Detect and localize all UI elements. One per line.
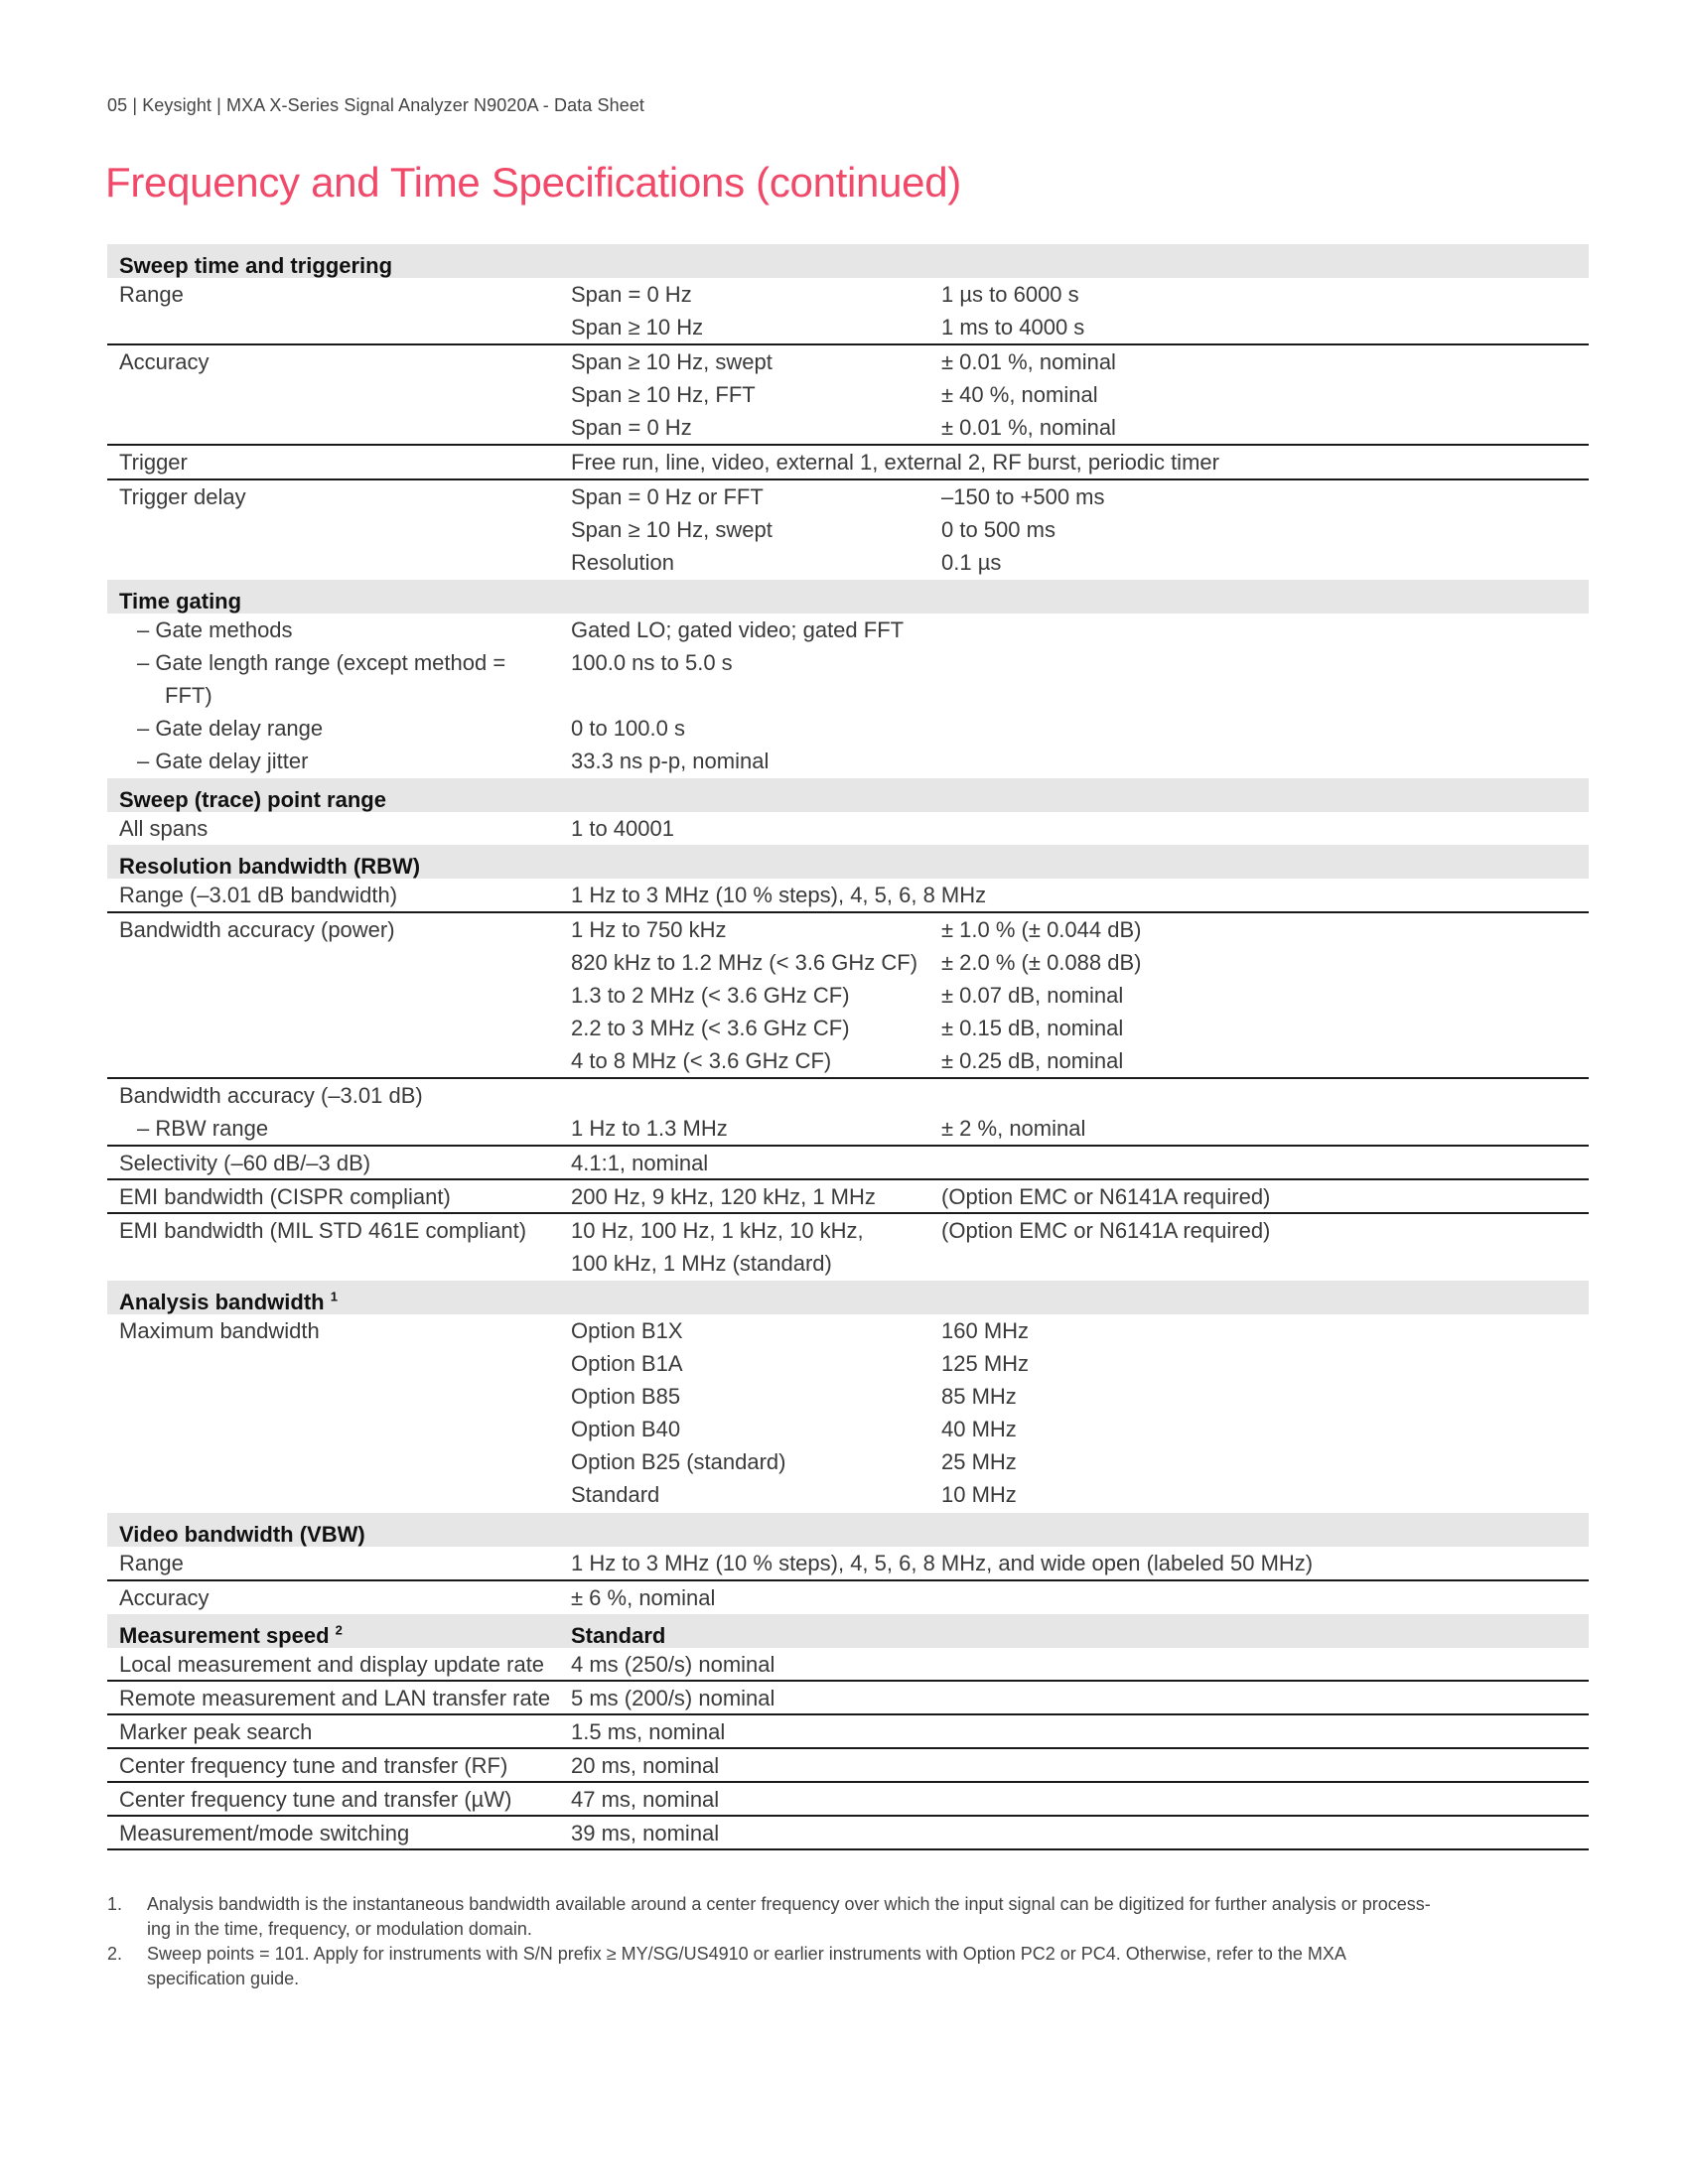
row-value: 20 ms, nominal [571,1753,720,1778]
row-value: 1 µs to 6000 s [941,282,1079,307]
section-title: Video bandwidth (VBW) [119,1522,365,1547]
section-points-header [107,778,1589,812]
row-value: 160 MHz [941,1318,1030,1343]
section-sweep-header [107,244,1589,278]
row-value: 100.0 ns to 5.0 s [571,650,733,675]
row-value: 1 to 40001 [571,816,674,841]
row-value: ± 0.01 %, nominal [941,349,1116,374]
row-condition: Span = 0 Hz [571,282,692,307]
row-condition: 4 to 8 MHz (< 3.6 GHz CF) [571,1048,832,1073]
footnote-line: specification guide. [147,1969,300,1988]
footnote [107,1892,1589,1942]
row-value: 47 ms, nominal [571,1787,720,1812]
table-row [107,745,1589,778]
table-row [107,1715,1589,1749]
row-label: Bandwidth accuracy (–3.01 dB) [119,1083,423,1108]
footnote-line: Analysis bandwidth is the instantaneous bandwidth available around a center frequency over which the input signal can be digitized for further analysis or process- [147,1894,1431,1914]
row-value: 1 Hz to 3 MHz (10 % steps), 4, 5, 6, 8 MHz [571,883,987,907]
table-row [107,1817,1589,1850]
table-row [107,1648,1589,1682]
row-condition: Span ≥ 10 Hz [571,315,704,340]
row-label: Measurement/mode switching [119,1821,410,1845]
row-label: – Gate length range (except method = [137,650,506,675]
row-value: 0 to 100.0 s [571,716,685,741]
section-title: Sweep (trace) point range [119,787,386,812]
section-title: Resolution bandwidth (RBW) [119,854,421,879]
table-row [107,1180,1589,1214]
row-condition: 820 kHz to 1.2 MHz (< 3.6 GHz CF) [571,950,918,975]
row-label: Maximum bandwidth [119,1318,320,1343]
row-condition: 10 Hz, 100 Hz, 1 kHz, 10 kHz, [571,1218,864,1243]
row-label: Range [119,282,184,307]
document-header: 05 | Keysight | MXA X-Series Signal Analyzer N9020A - Data Sheet [107,95,645,115]
row-label: Marker peak search [119,1719,313,1744]
footnote-line: Sweep points = 101. Apply for instruments with S/N prefix ≥ MY/SG/US4910 or earlier instruments with Option PC2 or PC4. Otherwise, refer to the MXA [147,1944,1346,1964]
row-condition: 2.2 to 3 MHz (< 3.6 GHz CF) [571,1016,850,1040]
row-label: Local measurement and display update rate [119,1652,545,1677]
row-value: 10 MHz [941,1482,1017,1507]
row-label: – Gate delay range [137,716,324,741]
footnote [107,1942,1589,1991]
row-condition: Option B25 (standard) [571,1449,786,1474]
row-value: 5 ms (200/s) nominal [571,1686,775,1710]
row-sub-label: – RBW range [137,1116,269,1141]
row-value: ± 40 %, nominal [941,382,1098,407]
row-condition: Span ≥ 10 Hz, swept [571,517,773,542]
row-value: ± 0.07 dB, nominal [941,983,1124,1008]
row-label: All spans [119,816,209,841]
row-value: 1.5 ms, nominal [571,1719,726,1744]
table-row [107,345,1589,446]
footnote-ref: 2 [335,1622,343,1638]
row-condition: 1 Hz to 750 kHz [571,917,727,942]
footnotes [107,1892,1589,1991]
row-condition: Resolution [571,550,674,575]
row-condition: Option B1X [571,1318,683,1343]
table-row [107,1147,1589,1180]
table-row [107,1581,1589,1614]
row-value: 25 MHz [941,1449,1017,1474]
row-label: EMI bandwidth (CISPR compliant) [119,1184,451,1209]
row-value: 125 MHz [941,1351,1030,1376]
row-label: Accuracy [119,349,210,374]
row-condition: Span ≥ 10 Hz, swept [571,349,773,374]
row-value: Gated LO; gated video; gated FFT [571,617,905,642]
row-condition: 1 Hz to 1.3 MHz [571,1116,728,1141]
section-rbw-header [107,845,1589,879]
row-condition: Option B1A [571,1351,683,1376]
row-label: Trigger delay [119,484,246,509]
row-value: 4 ms (250/s) nominal [571,1652,775,1677]
footnote-number: 2. [107,1944,123,1964]
footnote-line: ing in the time, frequency, or modulation domain. [147,1919,532,1939]
row-condition: Option B85 [571,1384,681,1409]
table-row [107,812,1589,845]
row-condition: 100 kHz, 1 MHz (standard) [571,1251,832,1276]
row-condition: 1.3 to 2 MHz (< 3.6 GHz CF) [571,983,850,1008]
table-row [107,646,1589,712]
page-title: Frequency and Time Specifications (continued) [105,159,961,205]
row-label: Bandwidth accuracy (power) [119,917,395,942]
row-value: ± 1.0 % (± 0.044 dB) [941,917,1142,942]
section-gating-header [107,580,1589,614]
row-condition: Standard [571,1482,660,1507]
row-value: 1 ms to 4000 s [941,315,1085,340]
row-value: Free run, line, video, external 1, external 2, RF burst, periodic timer [571,450,1219,475]
table-row [107,1314,1589,1513]
row-label: Accuracy [119,1585,210,1610]
row-value: ± 6 %, nominal [571,1585,716,1610]
row-value: 33.3 ns p-p, nominal [571,749,770,773]
row-value: ± 0.25 dB, nominal [941,1048,1124,1073]
table-row [107,1783,1589,1817]
row-value: (Option EMC or N6141A required) [941,1184,1271,1209]
table-row [107,712,1589,745]
table-row [107,913,1589,1079]
row-label: Range (–3.01 dB bandwidth) [119,883,398,907]
row-label: – Gate delay jitter [137,749,309,773]
section-title-text: Measurement speed [119,1623,330,1648]
row-value: ± 2 %, nominal [941,1116,1086,1141]
section-title: Sweep time and triggering [119,253,393,278]
table-row [107,1547,1589,1581]
row-condition: Span = 0 Hz or FFT [571,484,764,509]
section-vbw-header [107,1513,1589,1547]
table-row [107,614,1589,646]
row-label: Center frequency tune and transfer (RF) [119,1753,508,1778]
row-value: ± 2.0 % (± 0.088 dB) [941,950,1142,975]
section-title-text: Analysis bandwidth [119,1290,325,1314]
section-analysis-header [107,1281,1589,1314]
row-value: 39 ms, nominal [571,1821,720,1845]
row-label: Center frequency tune and transfer (µW) [119,1787,512,1812]
row-value: 0 to 500 ms [941,517,1055,542]
table-row [107,480,1589,580]
row-value: ± 0.01 %, nominal [941,415,1116,440]
row-value: –150 to +500 ms [941,484,1105,509]
row-condition: 200 Hz, 9 kHz, 120 kHz, 1 MHz [571,1184,876,1209]
row-condition: Span ≥ 10 Hz, FFT [571,382,756,407]
column-header: Standard [571,1623,666,1648]
row-label: – Gate methods [137,617,293,642]
row-label: Selectivity (–60 dB/–3 dB) [119,1151,371,1175]
row-label: Remote measurement and LAN transfer rate [119,1686,551,1710]
row-value: 40 MHz [941,1417,1017,1441]
section-title: Time gating [119,589,242,614]
row-value: 1 Hz to 3 MHz (10 % steps), 4, 5, 6, 8 MHz, and wide open (labeled 50 MHz) [571,1551,1314,1575]
footnote-number: 1. [107,1894,123,1914]
row-value: 4.1:1, nominal [571,1151,709,1175]
table-row [107,446,1589,480]
row-value: ± 0.15 dB, nominal [941,1016,1124,1040]
spec-table [107,244,1589,1850]
row-label: Range [119,1551,184,1575]
table-row [107,1079,1589,1147]
row-label: EMI bandwidth (MIL STD 461E compliant) [119,1218,527,1243]
row-label-continued: FFT) [165,683,212,708]
footnote-ref: 1 [330,1289,338,1304]
row-value: 0.1 µs [941,550,1002,575]
row-value: (Option EMC or N6141A required) [941,1218,1271,1243]
table-row [107,278,1589,345]
section-speed-header [107,1614,1589,1648]
row-condition: Span = 0 Hz [571,415,692,440]
table-row [107,1682,1589,1715]
table-row [107,879,1589,913]
row-condition: Option B40 [571,1417,681,1441]
table-row [107,1749,1589,1783]
row-label: Trigger [119,450,188,475]
row-value: 85 MHz [941,1384,1017,1409]
table-row [107,1214,1589,1281]
